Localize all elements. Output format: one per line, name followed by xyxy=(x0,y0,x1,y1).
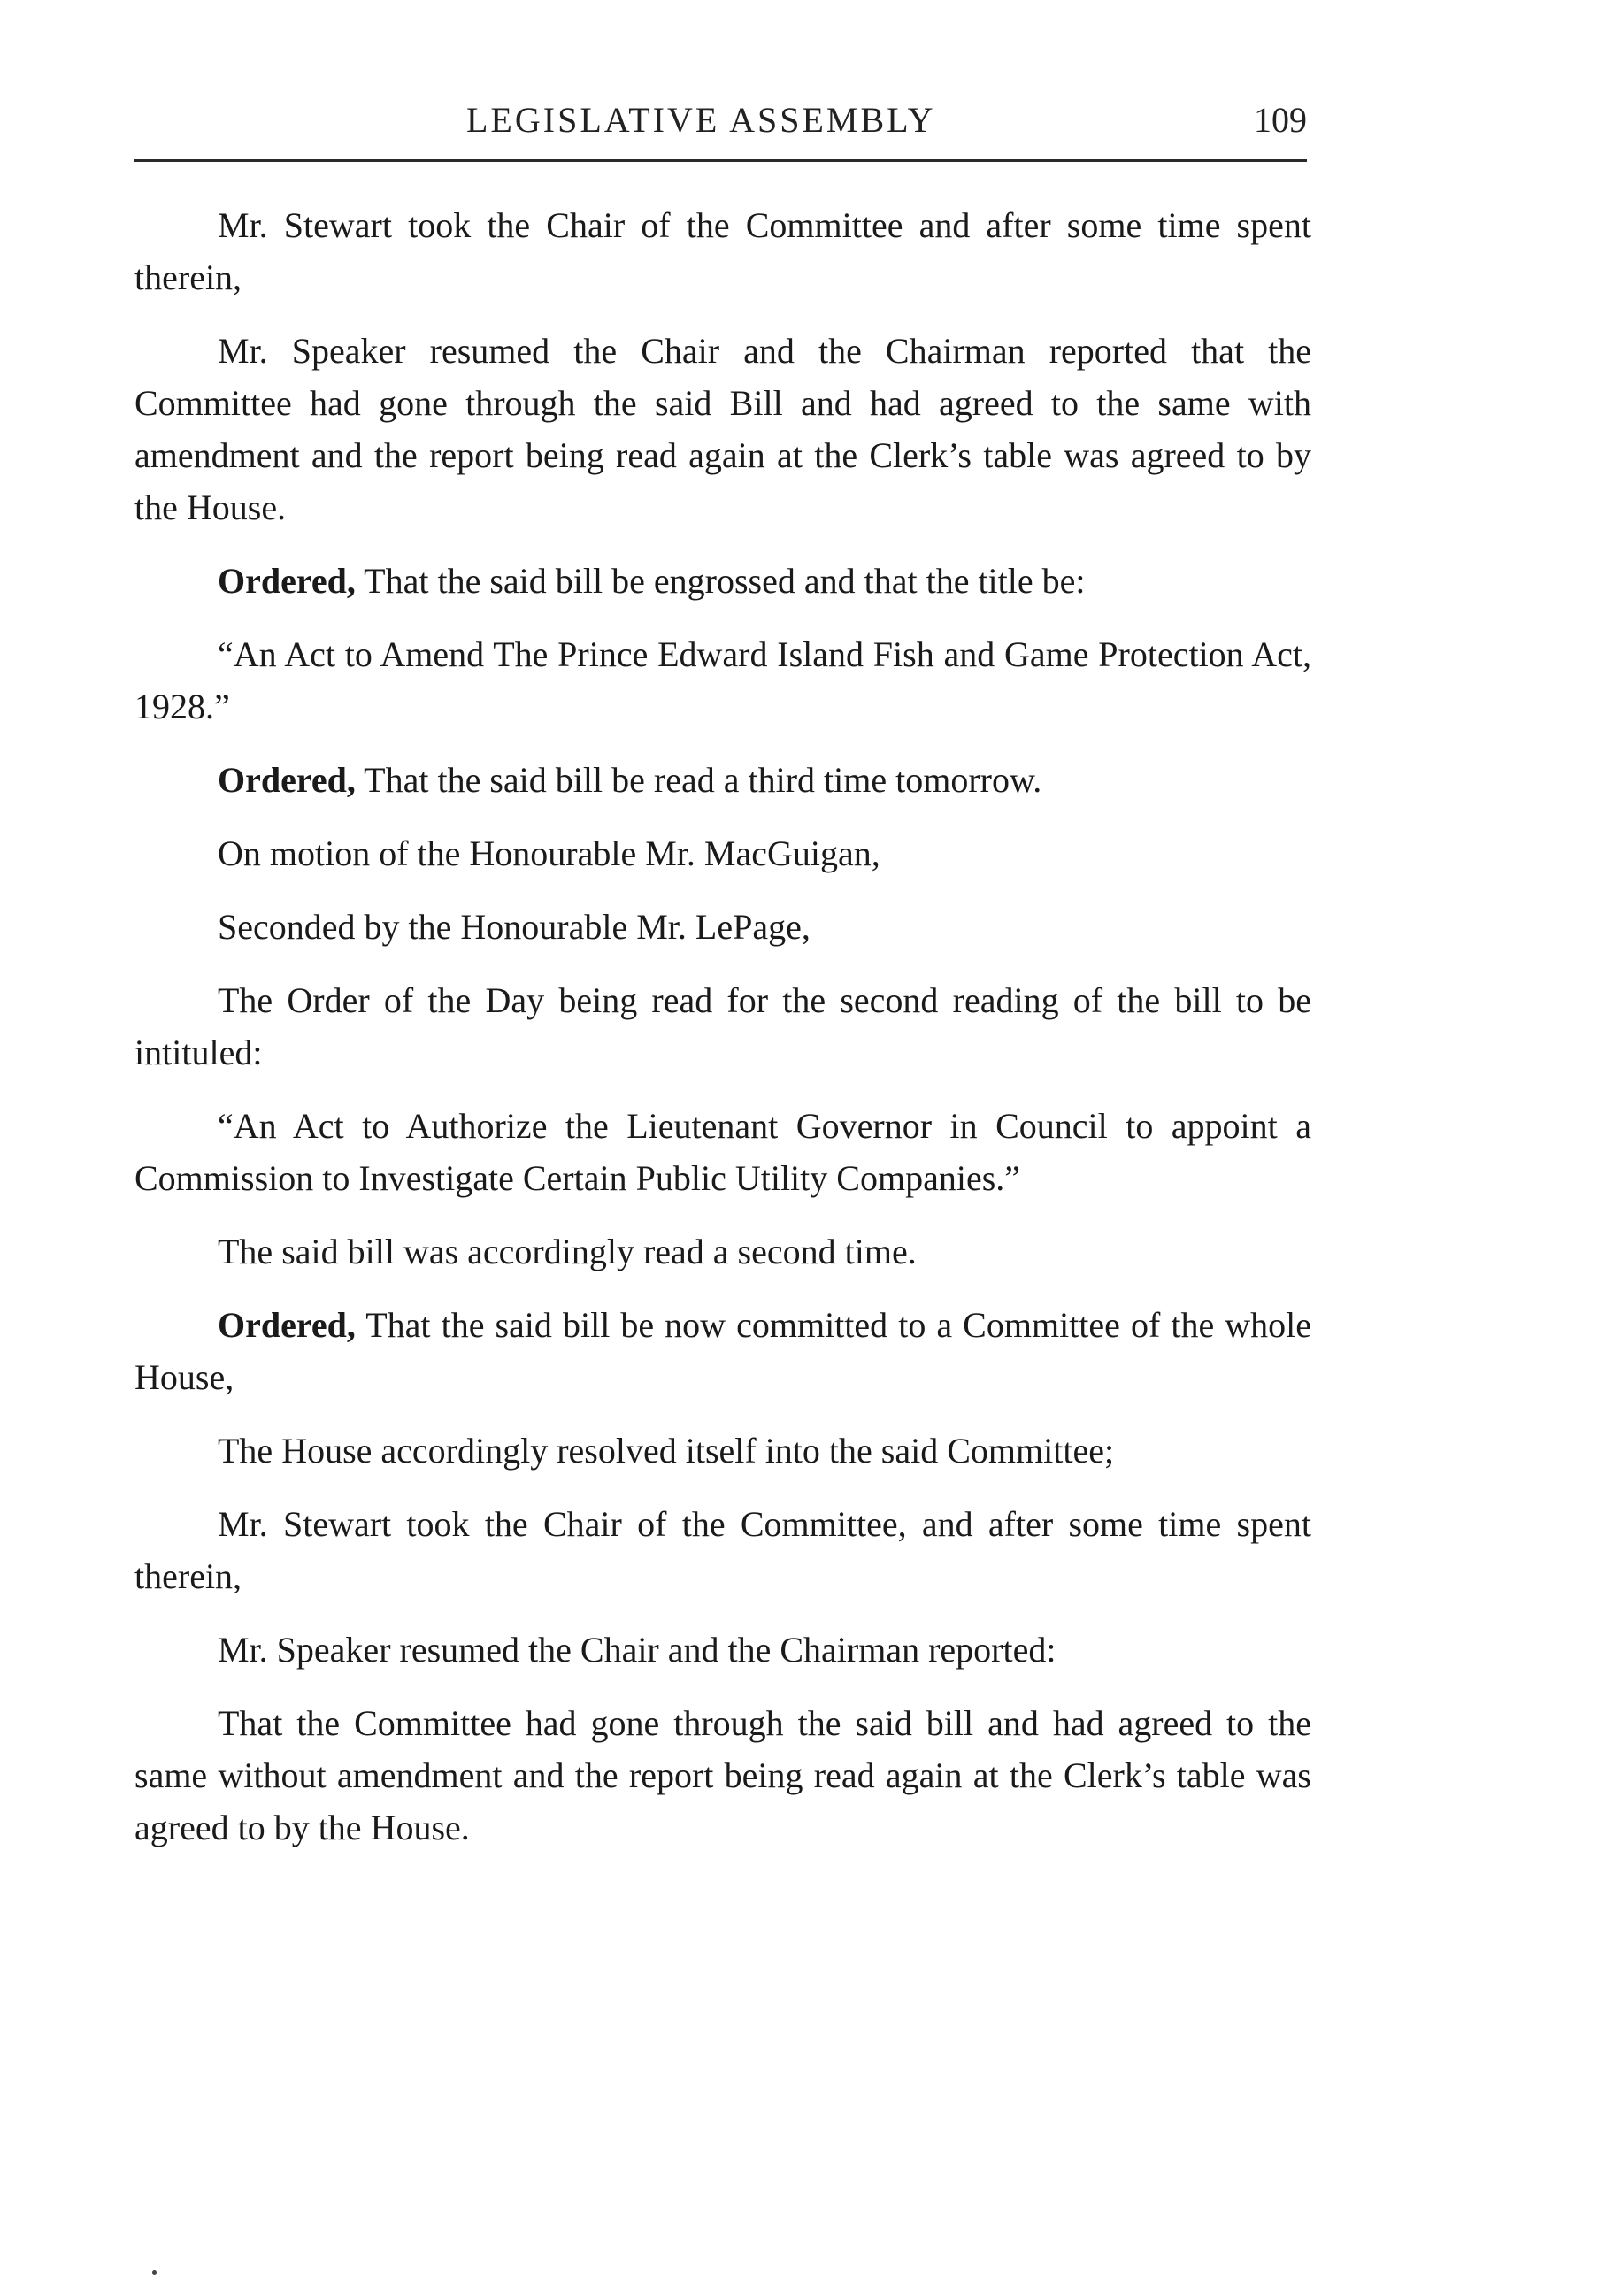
paragraph: Mr. Stewart took the Chair of the Committee, and after some time spent therein, xyxy=(134,1504,1311,1596)
paragraph: That the Committee had gone through the said bill and had agreed to the same without amendment and the report being read again at the Clerk’s table was agreed to by the House. xyxy=(134,1703,1311,1847)
paragraph: “An Act to Authorize the Lieutenant Governor in Council to appoint a Commission to Investigate Certain Public Utility Companies.” xyxy=(134,1106,1311,1198)
paragraph: Seconded by the Honourable Mr. LePage, xyxy=(218,907,811,947)
print-speck xyxy=(152,2270,157,2275)
ordered-lead: Ordered, xyxy=(218,760,356,800)
header-rule xyxy=(134,159,1307,162)
paragraph: On motion of the Honourable Mr. MacGuigan, xyxy=(218,833,880,873)
paragraph: Ordered, That the said bill be engrossed and that the title be: xyxy=(218,561,1086,601)
paragraph: Mr. Speaker resumed the Chair and the Chairman reported that the Committee had gone through the said Bill and had agreed to the same with amendment and the report being read again at the Clerk’s table was agreed to by the House. xyxy=(134,331,1311,527)
page-header xyxy=(134,99,1307,152)
paragraph: The said bill was accordingly read a second time. xyxy=(218,1232,917,1271)
ordered-lead: Ordered, xyxy=(218,1305,356,1345)
paragraph: The House accordingly resolved itself into the said Committee; xyxy=(218,1431,1115,1471)
paragraph: Ordered, That the said bill be read a third time tomorrow. xyxy=(218,760,1042,800)
paragraph: Mr. Speaker resumed the Chair and the Chairman reported: xyxy=(218,1630,1056,1670)
page-number: 109 xyxy=(1254,100,1307,140)
paragraph: The Order of the Day being read for the second reading of the bill to be intituled: xyxy=(134,980,1311,1072)
paragraph: Mr. Stewart took the Chair of the Committee and after some time spent therein, xyxy=(134,205,1311,297)
body-text xyxy=(134,199,1311,1875)
paragraph: “An Act to Amend The Prince Edward Island Fish and Game Protection Act, 1928.” xyxy=(134,634,1311,726)
ordered-lead: Ordered, xyxy=(218,561,356,601)
running-head: LEGISLATIVE ASSEMBLY xyxy=(466,100,936,140)
paragraph: Ordered, That the said bill be now committed to a Committee of the whole House, xyxy=(134,1305,1311,1397)
